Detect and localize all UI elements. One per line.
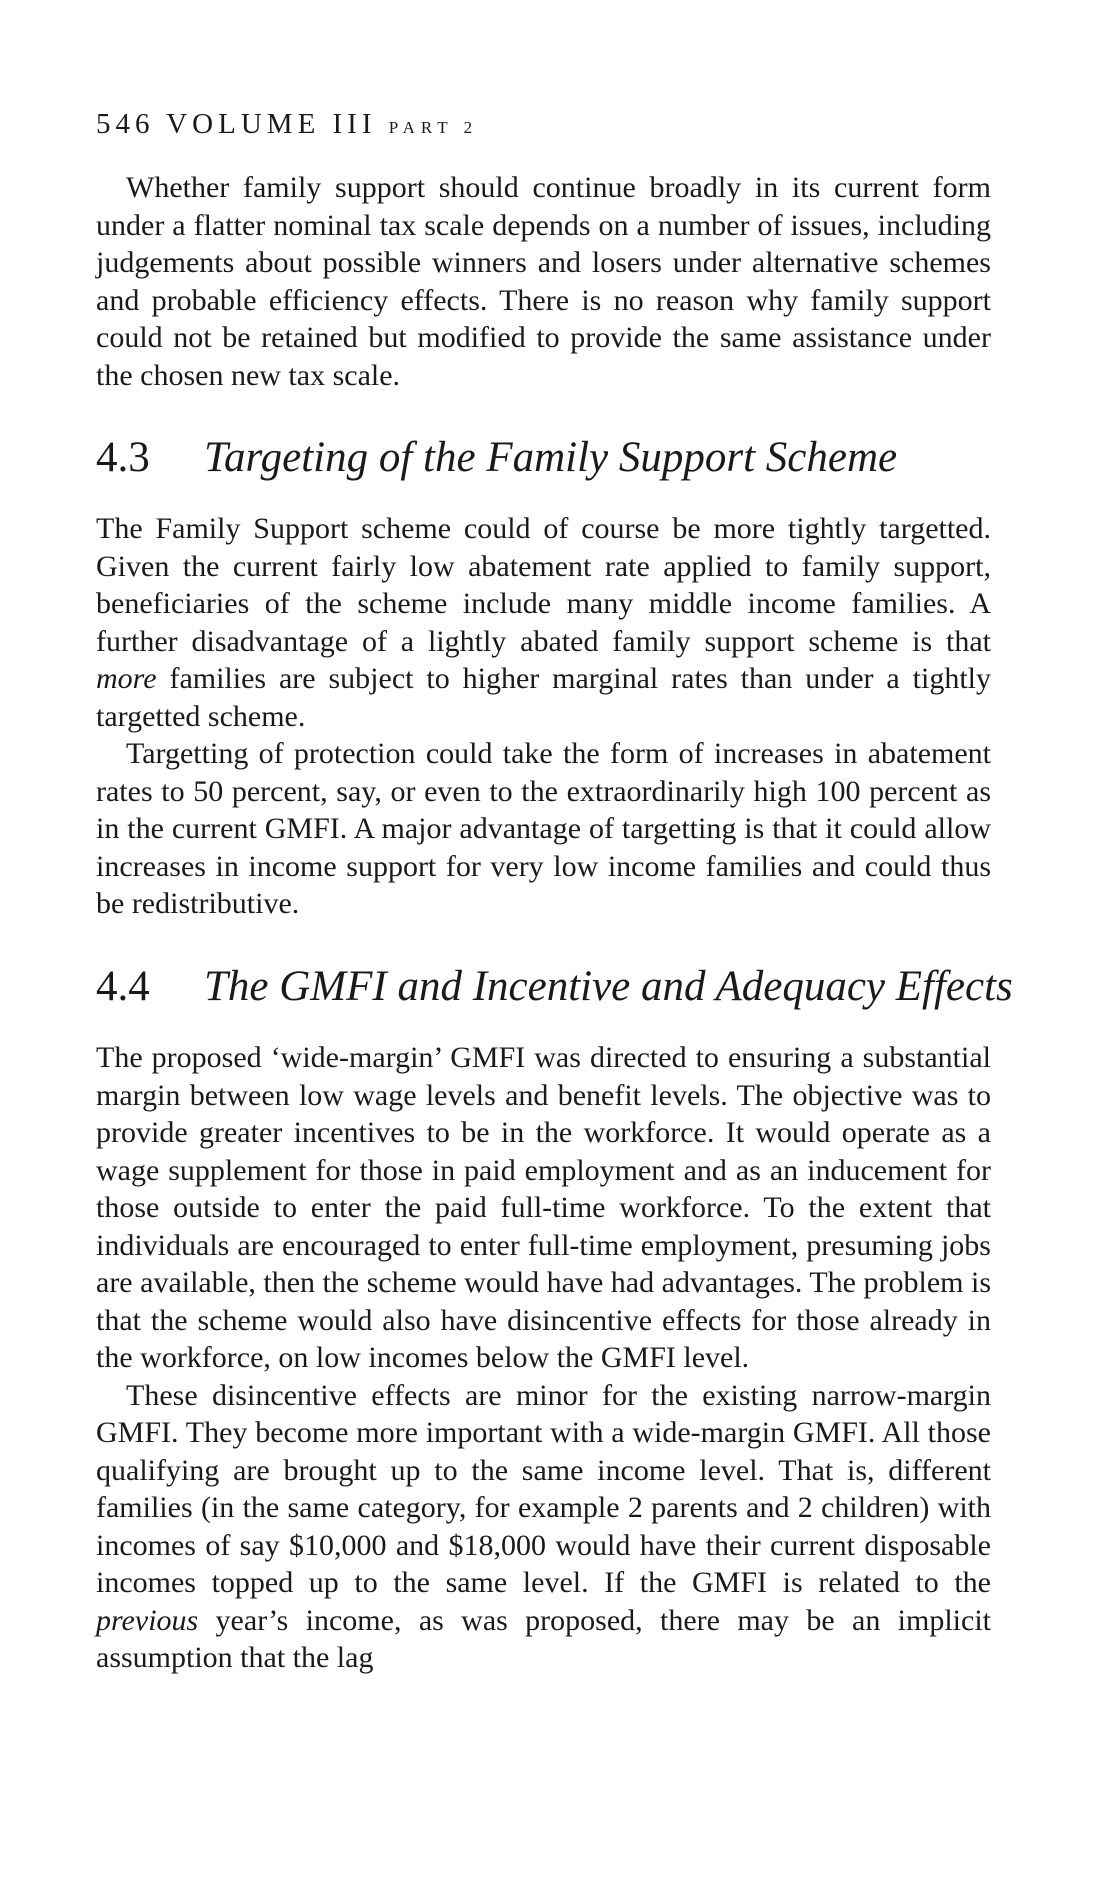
section-number: 4.4: [96, 962, 150, 1010]
section-number: 4.3: [96, 434, 150, 481]
section-heading-4-4: [96, 962, 1013, 1011]
section-4-4-paragraph-2: [96, 1377, 991, 1677]
section-title: The GMFI and Incentive and Adequacy Effects: [204, 962, 1013, 1010]
document-page: [96, 108, 1013, 1677]
emphasis-text: previous: [96, 1603, 199, 1637]
emphasis-text: more: [96, 662, 157, 696]
text-run: These disincentive effects are minor for the existing narrow-margin GMFI. They become more important with a wide-margin GMFI. All those qualifying are brought up to the same income level. That is, different families (in the same category, for example 2 parents and 2 children) with incomes of say $10,000 and $18,000 would have their current disposable incomes topped up to the same level. If the GMFI is related to the: [96, 1378, 991, 1600]
section-heading-4-3: [96, 433, 991, 482]
section-4-4-paragraph-1: The proposed ‘wide-margin’ GMFI was directed to ensuring a substantial margin between low wage levels and benefit levels. The objective was to provide greater incentives to be in the workforce. It would operate as a wage supplement for those in paid employment and as an inducement for those outside to enter the paid full-time workforce. To the extent that individuals are encouraged to enter full-time employment, presuming jobs are available, then the scheme would have had advantages. The problem is that the scheme would also have disincentive effects for those already in the workforce, on low incomes below the GMFI level.: [96, 1041, 991, 1375]
part-label: PART 2: [388, 118, 479, 137]
volume-label: VOLUME III: [166, 108, 377, 140]
section-4-3-paragraph-2: Targetting of protection could take the form of increases in abatement rates to 50 percent, say, or even to the extraordinarily high 100 percent as in the current GMFI. A major advantage of targetting is that it could allow increases in income support for very low income families and could thus be redistributive.: [96, 737, 991, 921]
running-header: [96, 110, 991, 139]
text-run: families are subject to higher marginal rates than under a tightly targetted scheme.: [96, 662, 991, 733]
text-run: The Family Support scheme could of course be more tightly targetted. Given the current fairly low abatement rate applied to family support, beneficiaries of the scheme include many middle income families. A further disadvantage of a lightly abated family support scheme is that: [96, 512, 991, 658]
section-title: Targeting of the Family Support Scheme: [204, 434, 898, 481]
section-4-3-paragraph-1: [96, 510, 991, 735]
intro-paragraph: Whether family support should continue broadly in its current form under a flatter nominal tax scale depends on a number of issues, including judgements about possible winners and losers under alternative schemes and probable efficiency effects. There is no reason why family support could not be retained but modified to provide the same assistance under the chosen new tax scale.: [96, 171, 991, 392]
text-run: year’s income, as was proposed, there may be an implicit assumption that the lag: [96, 1603, 991, 1675]
page-number: 546: [96, 108, 155, 140]
